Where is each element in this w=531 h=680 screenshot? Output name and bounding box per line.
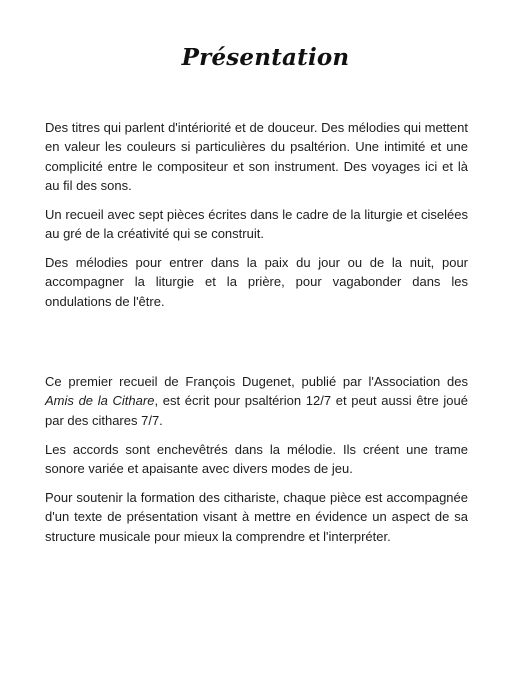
publication-text-end: , est écrit pour psaltérion 12/7 et peut aussi être joué par des cithares 7/7.: [45, 393, 468, 428]
page-title: Présentation: [181, 44, 350, 71]
association-name: Amis de la Cithare: [45, 393, 155, 409]
paragraph-training: Pour soutenir la formation des cithariste, chaque pièce est accompagnée d'un texte de présentation visant à mettre en évidence un aspect de sa structure musicale pour mieux la comprendre et l'interpréter.: [45, 490, 468, 544]
paragraph-publication: [45, 372, 468, 430]
paragraph-chords: Les accords sont enchevêtrés dans la mélodie. Ils créent une trame sonore variée et apaisante avec divers modes de jeu.: [45, 442, 468, 477]
paragraph-intro: Des titres qui parlent d'intériorité et de douceur. Des mélodies qui mettent en valeur les couleurs si particulières du psaltérion. Une intimité et une complicité entre le compositeur et son instrument. Des voyages ici et là au fil des sons.: [45, 120, 468, 193]
paragraph-collection: Un recueil avec sept pièces écrites dans le cadre de la liturgie et ciselées au gré de la créativité qui se construit.: [45, 207, 468, 242]
paragraph-melodies: Des mélodies pour entrer dans la paix du jour ou de la nuit, pour accompagner la liturgie et la prière, pour vagabonder dans les ondulations de l'être.: [45, 255, 468, 309]
publication-text-start: Ce premier recueil de François Dugenet, publié par l'Association des: [45, 374, 468, 389]
